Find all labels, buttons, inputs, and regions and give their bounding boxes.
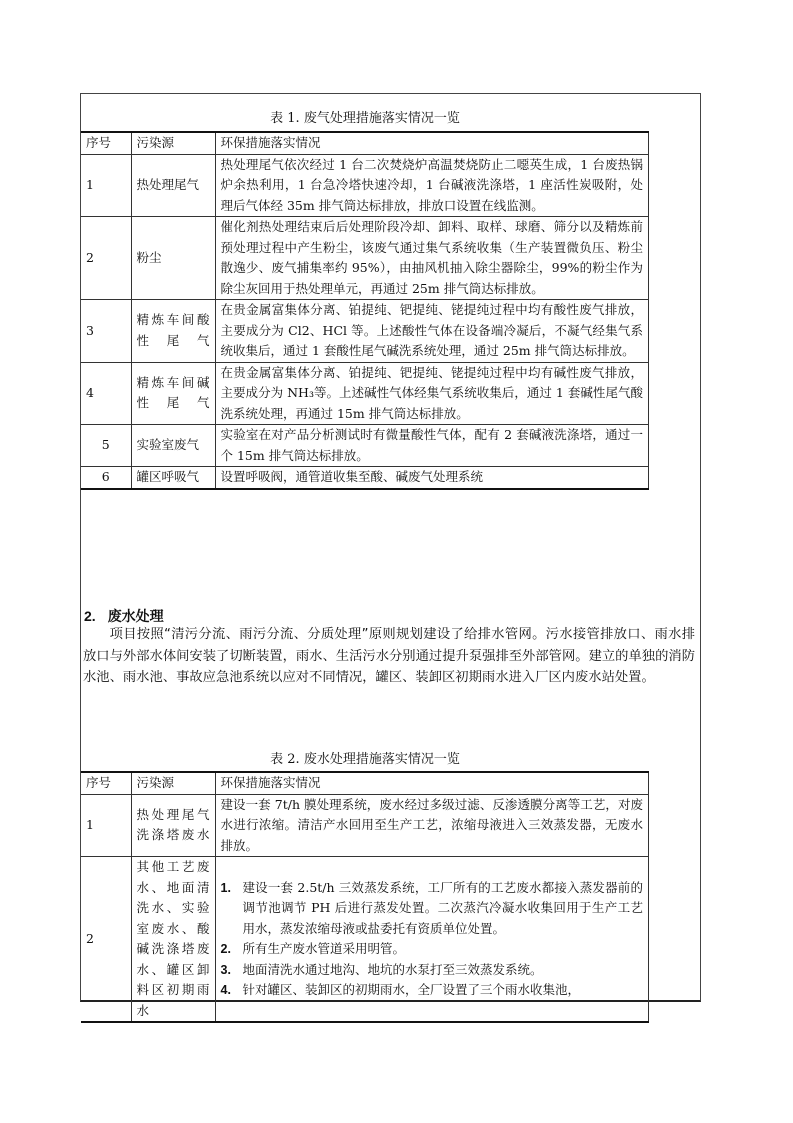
table2-caption: 表 2. 废水处理措施落实情况一览	[270, 752, 460, 767]
item-text: 地面清洗水通过地沟、地坑的水泵打至三效蒸发系统。	[242, 961, 543, 977]
table1-waste-gas	[81, 131, 649, 490]
item-text: 针对罐区、装卸区的初期雨水，全厂设置了三个雨水收集池，	[242, 982, 581, 997]
row-measure: 实验室在对产品分析测试时有微量酸性气体，配有 2 套碱液洗涤塔，通过一个 15m 排气筒达标排放。	[215, 425, 649, 467]
row-source: 热处理尾气	[131, 154, 215, 217]
row-measure: 热处理尾气依次经过 1 台二次焚烧炉高温焚烧防止二噁英生成，1 台废热锅炉余热利用，1 台急冷塔快速冷却，1 台碱液洗涤塔，1 座活性炭吸附，处理后气体经 35m 排气筒达标排放，排放口设置在线监测。	[215, 154, 649, 217]
row-source: 实验室废气	[131, 425, 215, 467]
row-source: 其他工艺废水、地面清洗水、实验室废水、酸碱洗涤塔废水、罐区卸料区初期雨水	[131, 857, 215, 1023]
item-number: 4.	[220, 983, 231, 997]
row-measure: 在贵金属富集体分离、铂提纯、钯提纯、铑提纯过程中均有碱性废气排放，主要成分为 NH₃等。上述碱性气体经集气系统收集后，通过 1 套碱性尾气酸洗系统处理，再通过 15m 排气筒达标排放。	[215, 362, 649, 425]
section-title: 废水处理	[107, 608, 164, 624]
table-row	[81, 362, 649, 425]
table2-waste-water	[81, 771, 649, 1023]
row-measure: 在贵金属富集体分离、铂提纯、钯提纯、铑提纯过程中均有酸性废气排放，主要成分为 Cl2、HCl 等。上述酸性气体在设备端冷凝后，不凝气经集气系统收集后，通过 1 套酸性尾气碱洗系统处理，通过 25m 排气筒达标排放。	[215, 300, 649, 363]
item-number: 1.	[220, 880, 231, 895]
list-item	[221, 960, 644, 981]
header-measure: 环保措施落实情况	[215, 132, 649, 154]
row-no: 4	[81, 362, 131, 425]
item-text: 建设一套 2.5t/h 三效蒸发系统，工厂所有的工艺废水都接入蒸发器前的调节池调节 PH 后进行蒸发处置。二次蒸汽冷凝水收集回用于生产工艺用水，蒸发浓缩母液或盐委托有资质单位处置。	[242, 879, 643, 936]
row-source: 精炼车间碱性尾气	[131, 362, 215, 425]
row-no: 1	[81, 154, 131, 217]
table-row	[81, 300, 649, 363]
page-frame	[80, 93, 701, 1018]
row-no: 1	[81, 794, 131, 857]
row-source: 精炼车间酸性尾气	[131, 300, 215, 363]
table2-header-row	[81, 772, 649, 794]
table-row	[81, 794, 649, 857]
row-measure: 催化剂热处理结束后后处理阶段冷却、卸料、取样、球磨、筛分以及精炼前预处理过程中产生粉尘，该废气通过集气系统收集（生产装置微负压、粉尘散逸少、废气捕集率约 95%），由抽风机抽入除尘器除尘，99%的粉尘作为除尘灰回用于热处理单元，再通过 25m 排气筒达标排放。	[215, 217, 649, 300]
row-no: 5	[81, 425, 131, 467]
item-number: 3.	[220, 962, 231, 977]
list-item	[221, 980, 644, 1001]
row-no: 6	[81, 467, 131, 489]
item-text: 所有生产废水管道采用明管。	[242, 941, 406, 956]
table1-header-row	[81, 132, 649, 154]
table-row	[81, 467, 649, 489]
header-no: 序号	[81, 772, 131, 794]
header-measure: 环保措施落实情况	[215, 772, 649, 794]
row-measure	[215, 857, 649, 1023]
row-no: 2	[81, 217, 131, 300]
section-paragraph: 项目按照“清污分流、雨污分流、分质处理”原则规划建设了给排水管网。污水接管排放口、雨水排放口与外部水体间安装了切断装置，雨水、生活污水分别通过提升泵强排至外部管网。建立的单独的消防水池、雨水池、事故应急池系统以应对不同情况，罐区、装卸区初期雨水进入厂区内废水站处置。	[83, 627, 695, 685]
row-no: 3	[81, 300, 131, 363]
measure-list	[221, 878, 644, 1001]
header-source: 污染源	[131, 132, 215, 154]
row-source: 热处理尾气洗涤塔废水	[131, 794, 215, 857]
list-item	[221, 878, 644, 940]
table-row	[81, 154, 649, 217]
section-number: 2.	[84, 608, 96, 624]
header-source: 污染源	[131, 772, 215, 794]
item-number: 2.	[220, 942, 231, 956]
row-measure: 设置呼吸阀，通管道收集至酸、碱废气处理系统	[215, 467, 649, 489]
list-item	[221, 939, 644, 960]
row-no: 2	[81, 857, 131, 1023]
row-measure: 建设一套 7t/h 膜处理系统，废水经过多级过滤、反渗透膜分离等工艺，对废水进行浓缩。清洁产水回用至生产工艺，浓缩母液进入三效蒸发器，无废水排放。	[215, 794, 649, 857]
header-no: 序号	[81, 132, 131, 154]
table-row	[81, 425, 649, 467]
table1-caption: 表 1. 废气处理措施落实情况一览	[270, 111, 460, 126]
section-heading	[84, 606, 164, 626]
table-row	[81, 217, 649, 300]
row-source: 粉尘	[131, 217, 215, 300]
row-source: 罐区呼吸气	[131, 467, 215, 489]
table-row	[81, 857, 649, 1023]
